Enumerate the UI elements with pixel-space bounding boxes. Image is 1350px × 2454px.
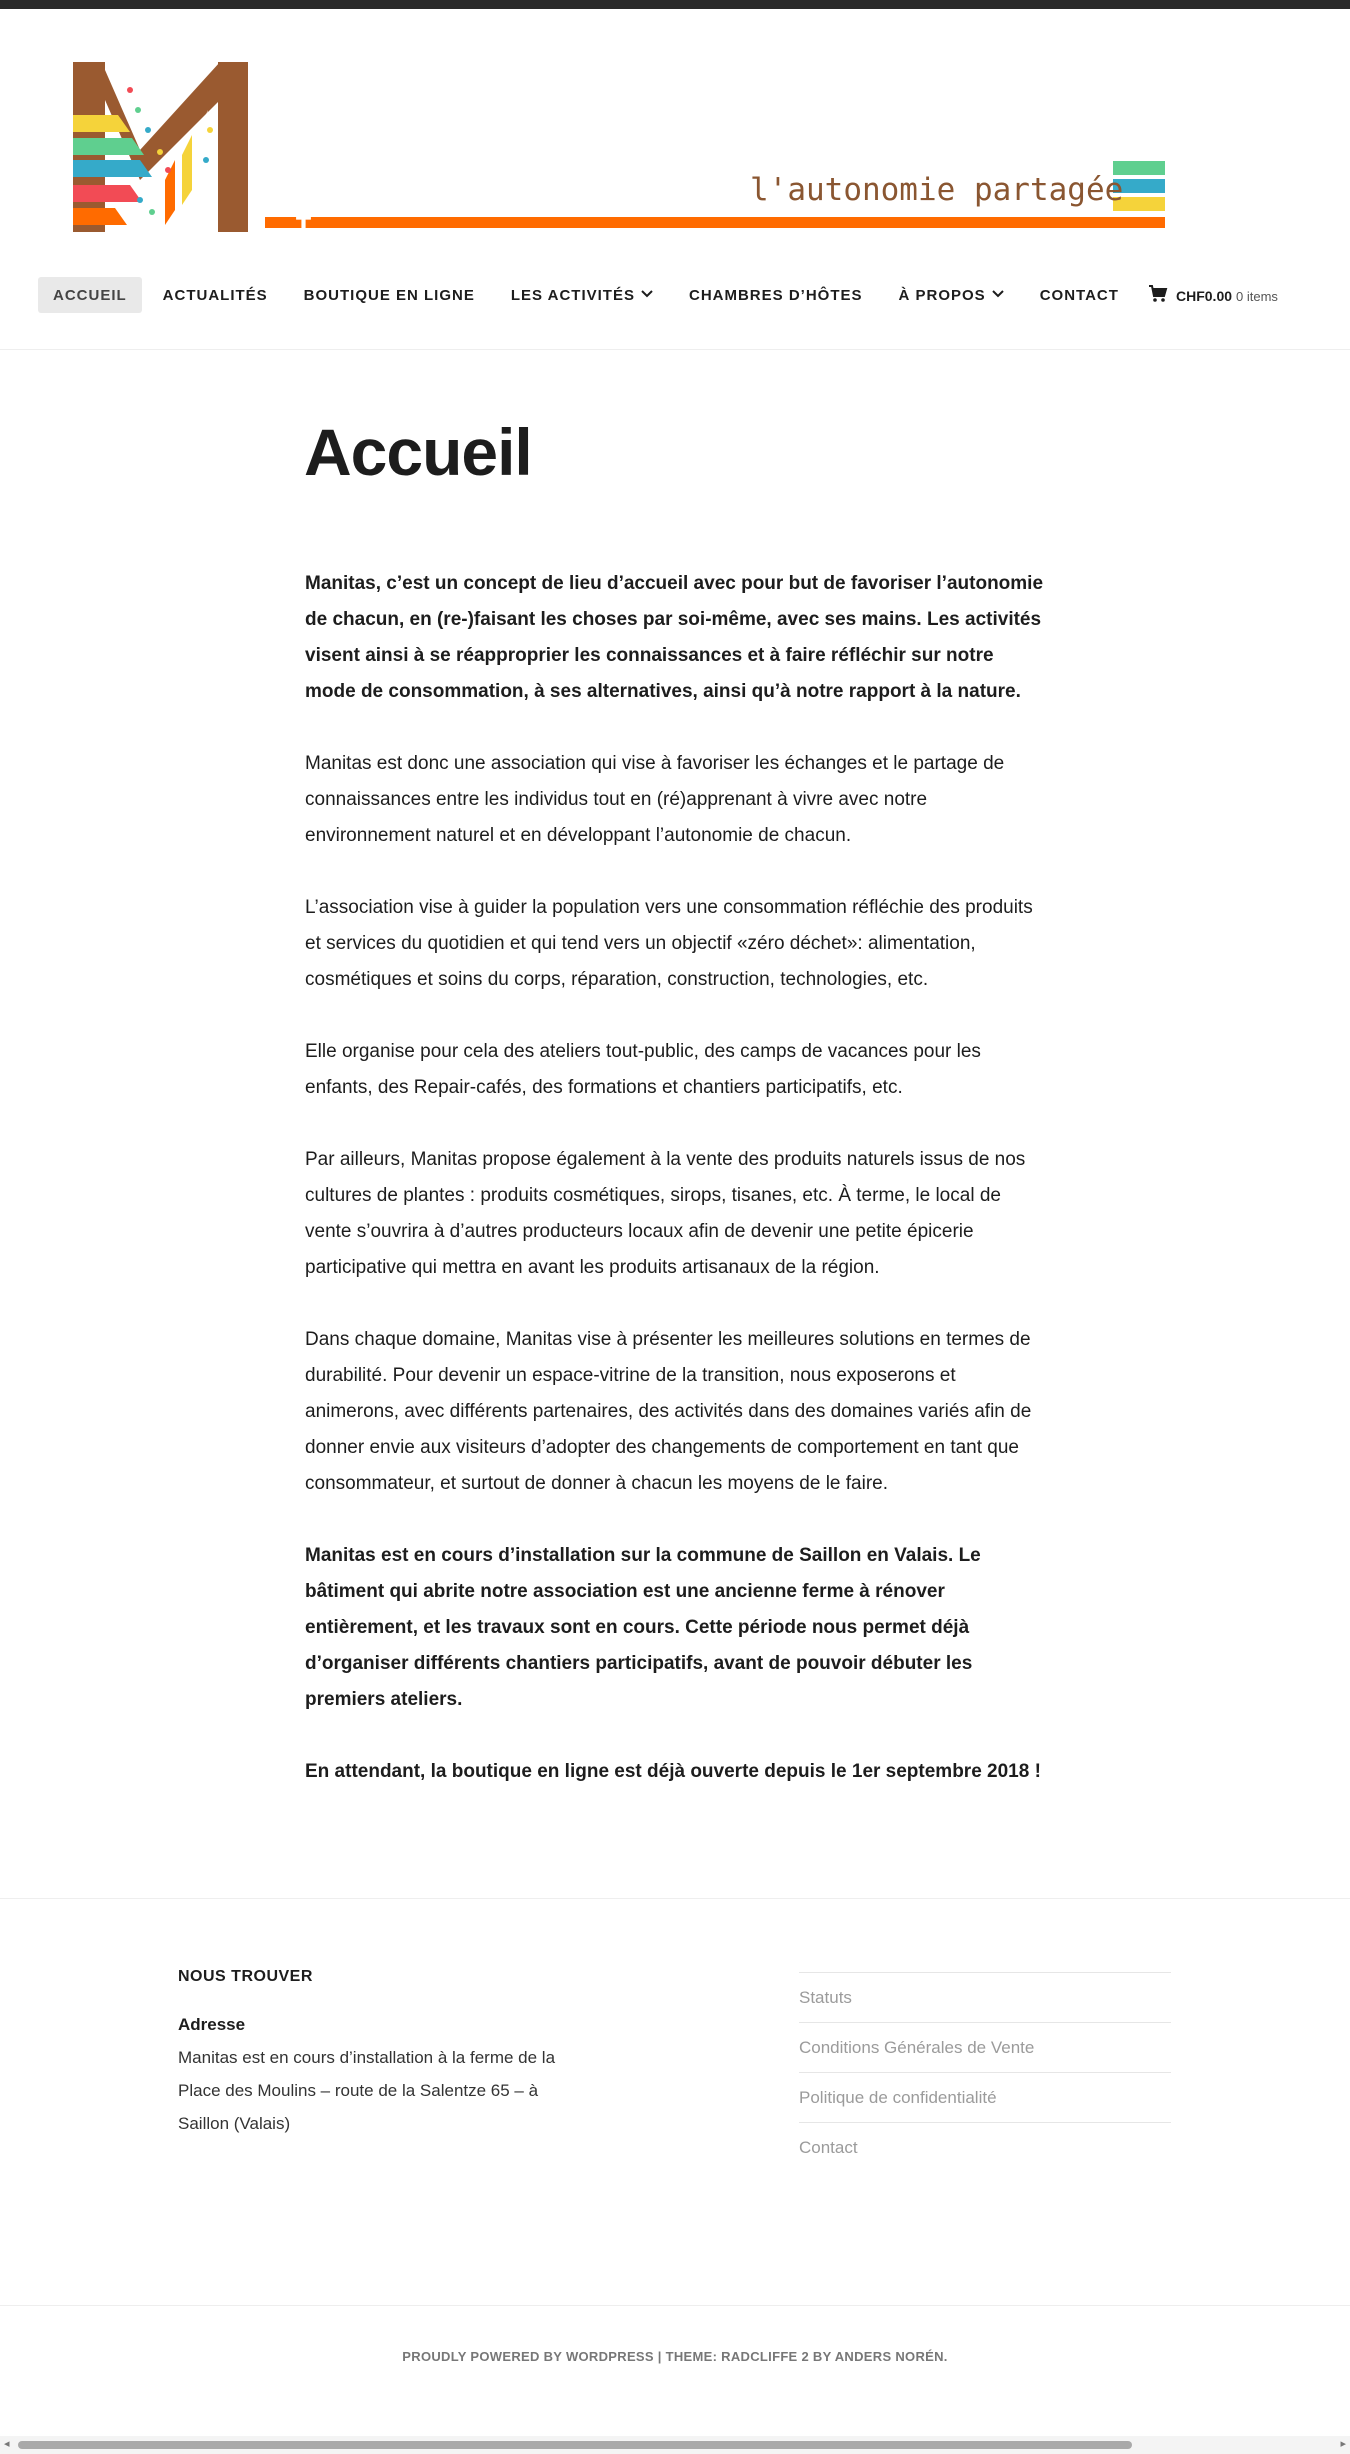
widget-title: NOUS TROUVER <box>178 1968 313 1985</box>
footer-link-cgv[interactable]: Conditions Générales de Vente <box>799 2022 1171 2072</box>
horizontal-scrollbar[interactable] <box>0 2436 1350 2454</box>
credits-divider <box>0 2305 1350 2306</box>
address-label: Adresse <box>178 2015 246 2034</box>
site-tagline: l'autonomie partagée <box>750 172 1124 208</box>
chevron-down-icon <box>641 287 653 301</box>
scroll-left-icon[interactable]: ◂ <box>4 2438 10 2450</box>
cart-link[interactable] <box>1148 282 1278 310</box>
main-navigation <box>38 276 1140 314</box>
address-text: Manitas est en cours d’installation à la ferme de la Place des Moulins – route de la Salentze 65 – à Saillon (Valais) <box>178 2048 556 2133</box>
address-widget <box>178 2008 578 2140</box>
header-divider <box>0 349 1350 350</box>
nav-item-activites[interactable]: LES ACTIVITÉS <box>496 277 668 313</box>
nav-item-accueil[interactable]: ACCUEIL <box>38 277 142 313</box>
nav-item-contact[interactable]: CONTACT <box>1039 286 1119 304</box>
content-paragraph: Manitas, c’est un concept de lieu d’accueil avec pour but de favoriser l’autonomie de chacun, en (re-)faisant les choses par soi-même, avec ses mains. Les activités visent ainsi à se réapproprier les connaissances et à faire réfléchir sur notre mode de consommation, à ses alternatives, ainsi qu’à notre rapport à la nature. <box>305 573 1044 702</box>
scroll-right-icon[interactable]: ▸ <box>1340 2438 1346 2450</box>
footer-link-contact[interactable]: Contact <box>799 2122 1171 2172</box>
content-paragraph: Manitas est donc une association qui vise à favoriser les échanges et le partage de connaissances entre les individus tout en (ré)apprenant à vivre avec notre environnement naturel et en développant l’autonomie de chacun. <box>305 753 1005 846</box>
chevron-down-icon <box>992 287 1004 301</box>
page-content <box>305 566 1045 1826</box>
content-paragraph: Par ailleurs, Manitas propose également à la vente des produits naturels issus de nos cultures de plantes : produits cosmétiques, sirops, tisanes, etc. À terme, le local de vente s’ouvrira à d’autres producteurs locaux afin de devenir une petite épicerie participative qui mettra en avant les produits artisanaux de la région. <box>305 1149 1026 1278</box>
nav-item-chambres[interactable]: CHAMBRES D’HÔTES <box>688 286 863 304</box>
page-title: Accueil <box>304 415 532 489</box>
footer-divider <box>0 1898 1350 1899</box>
footer-link-privacy[interactable]: Politique de confidentialité <box>799 2072 1171 2122</box>
top-bar <box>0 0 1350 9</box>
site-credits: PROUDLY POWERED BY WORDPRESS | THEME: RADCLIFFE 2 BY ANDERS NORÉN. <box>402 2349 948 2364</box>
footer-links <box>799 1972 1171 2172</box>
cart-count: 0 items <box>1236 288 1278 304</box>
scrollbar-thumb[interactable] <box>18 2441 1132 2449</box>
nav-item-boutique[interactable]: BOUTIQUE EN LIGNE <box>303 286 475 304</box>
cart-amount: CHF0.00 <box>1176 288 1233 304</box>
content-paragraph: Dans chaque domaine, Manitas vise à présenter les meilleures solutions en termes de durabilité. Pour devenir un espace-vitrine de la transition, nous exposerons et animerons, avec différents partenaires, des activités dans des domaines variés afin de donner envie aux visiteurs d’adopter des changements de comportement en tant que consommateur, et surtout de donner à chacun les moyens de le faire. <box>305 1329 1032 1494</box>
content-paragraph: L’association vise à guider la population vers une consommation réfléchie des produits et services du quotidien et qui tend vers un objectif «zéro déchet»: alimentation, cosmétiques et soins du corps, réparation, construction, technologies, etc. <box>305 897 1033 990</box>
logo-graphic <box>70 60 1170 235</box>
cart-icon <box>1148 285 1168 308</box>
content-paragraph: Manitas est en cours d’installation sur la commune de Saillon en Valais. Le bâtiment qui abrite notre association est une ancienne ferme à rénover entièrement, et les travaux sont en cours. Cette période nous permet déjà d’organiser différents chantiers participatifs, avant de pouvoir débuter les premiers ateliers. <box>305 1545 981 1710</box>
logo-brand-text: MANITAS <box>291 122 316 283</box>
site-logo[interactable] <box>70 60 1170 283</box>
nav-item-a-propos[interactable]: À PROPOS <box>884 277 1019 313</box>
content-paragraph: Elle organise pour cela des ateliers tout-public, des camps de vacances pour les enfants, des Repair-cafés, des formations et chantiers participatifs, etc. <box>305 1041 981 1098</box>
nav-item-actualites[interactable]: ACTUALITÉS <box>162 286 268 304</box>
footer-link-statuts[interactable]: Statuts <box>799 1972 1171 2022</box>
content-paragraph: En attendant, la boutique en ligne est déjà ouverte depuis le 1er septembre 2018 ! <box>305 1761 1041 1782</box>
